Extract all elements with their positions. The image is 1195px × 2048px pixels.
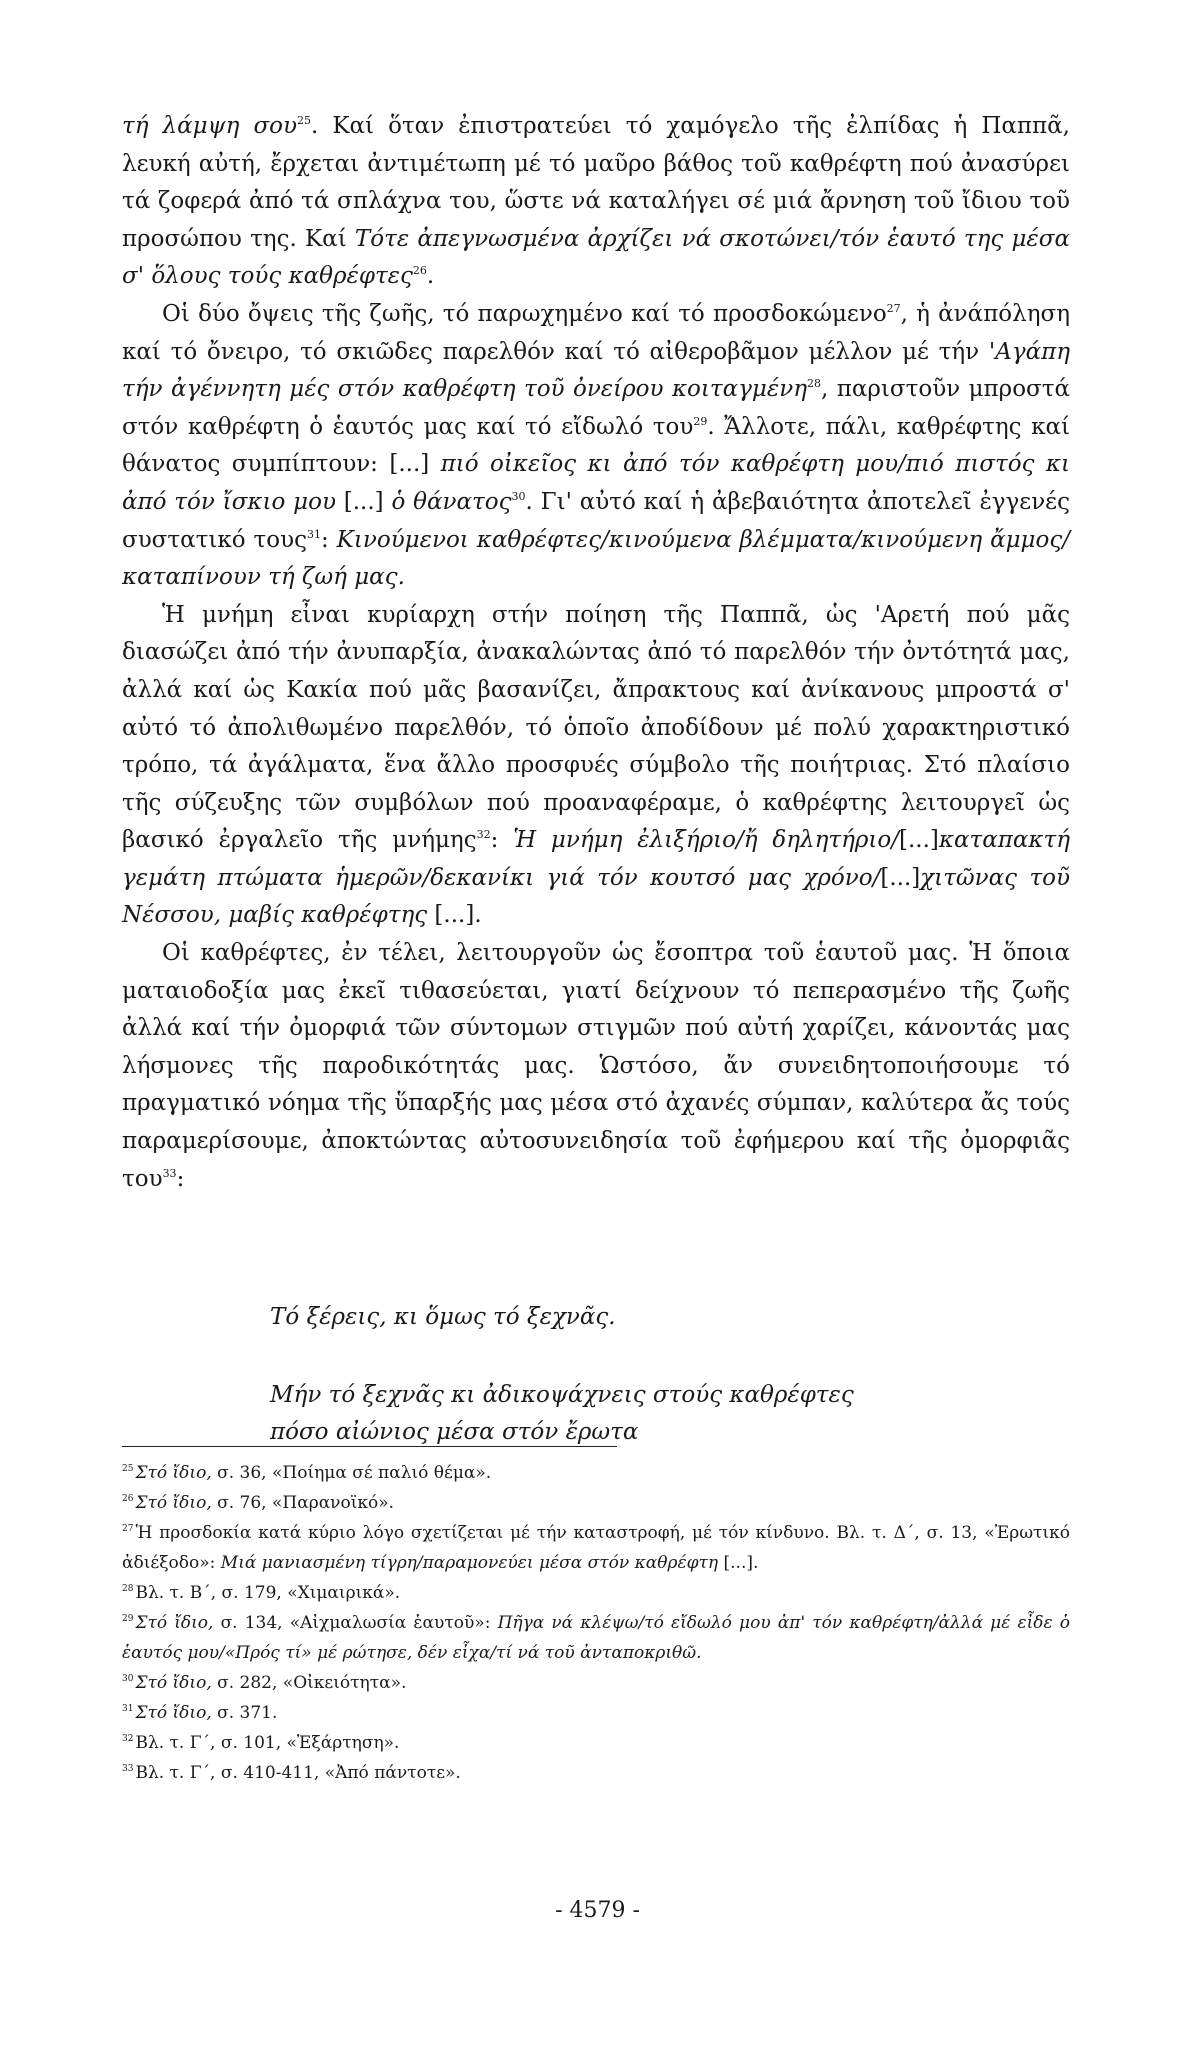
text-run: . Γι' αὐτό καί ἡ ἀβεβαιότητα ἀποτελεῖ ἐγγενές συστατικό τους — [122, 488, 1070, 553]
text-run: Ἡ προσδοκία κατά κύριο λόγο σχετίζεται μέ τήν καταστροφή, μέ τόν κίνδυνο. Βλ. τ. Δ΄, σ. 13, «Ἐρωτικό ἀδιέξοδο»: — [122, 1523, 1070, 1573]
text-run: [...]. — [718, 1553, 759, 1573]
footnote-27 — [122, 1518, 1070, 1578]
paragraph-2 — [122, 296, 1070, 597]
text-run: [...] — [880, 864, 921, 891]
italic-quote: Μιά μανιασμένη τίγρη/παραμονεύει μέσα στόν καθρέφτη — [220, 1553, 719, 1573]
footnote-number: 32 — [122, 1734, 134, 1744]
footnote-28 — [122, 1578, 1070, 1608]
footnote-number: 26 — [122, 1494, 134, 1504]
text-run: σ. 371. — [211, 1703, 278, 1723]
italic-quote: Ἡ μνήμη ἐλιξήριο/ἤ δηλητήριο/ — [513, 827, 900, 854]
text-run: Βλ. τ. Β΄, σ. 179, «Χιμαιρικά». — [135, 1583, 401, 1603]
paragraph-3 — [122, 597, 1070, 935]
italic-quote: Στό ἴδιο, — [135, 1463, 212, 1483]
body-text — [122, 108, 1070, 1198]
footnote-reference: 25 — [296, 114, 311, 127]
footnote-number: 27 — [122, 1524, 134, 1534]
footnote-32 — [122, 1728, 1070, 1758]
footnote-number: 28 — [122, 1584, 134, 1594]
text-run: , παριστοῦν μπροστά στόν καθρέφτη ὁ ἑαυτός μας καί τό εἴδωλό του — [122, 376, 1070, 440]
italic-quote: χιτῶνας τοῦ Νέσσου, μαβίς καθρέφτης — [122, 864, 1070, 929]
footnote-reference: 26 — [412, 264, 427, 278]
footnote-25 — [122, 1458, 1070, 1488]
text-run: σ. 36, «Ποίημα σέ παλιό θέμα». — [211, 1463, 492, 1483]
italic-quote: 'Αγάπη τήν ἀγέννητη μές στόν καθρέφτη τοῦ ὀνείρου κοιταγμένη — [122, 338, 1070, 403]
text-run: : — [490, 827, 514, 854]
footnote-number: 33 — [122, 1764, 134, 1774]
italic-quote: Στό ἴδιο, — [135, 1493, 212, 1513]
text-run: σ. 76, «Παρανοϊκό». — [211, 1493, 395, 1513]
footnote-number: 30 — [122, 1674, 134, 1684]
text-run: Οἱ δύο ὄψεις τῆς ζωῆς, τό παρωχημένο καί τό προσδοκώμενο — [162, 300, 887, 327]
poem-line-1: Τό ξέρεις, κι ὅμως τό ξεχνᾶς. — [270, 1304, 616, 1330]
text-run: Βλ. τ. Γ΄, σ. 410-411, «Ἀπό πάντοτε». — [135, 1763, 461, 1783]
text-run: σ. 134, «Αἰχμαλωσία ἑαυτοῦ»: — [213, 1613, 498, 1633]
italic-quote: Κινούμενοι καθρέφτες/κινούμενα βλέμματα/κινούμενη ἄμμος/καταπίνουν τή ζωή μας. — [122, 526, 1070, 591]
footnote-29 — [122, 1608, 1070, 1668]
footnote-reference: 31 — [306, 527, 321, 541]
italic-quote: πιό οἰκεῖος κι ἀπό τόν καθρέφτη μου/πιό πιστός κι ἀπό τόν ἴσκιο μου — [122, 451, 1071, 515]
footnote-reference: 30 — [511, 489, 526, 503]
footnote-31 — [122, 1698, 1070, 1728]
text-run: [...] — [899, 827, 939, 854]
italic-quote: Στό ἴδιο, — [135, 1613, 214, 1633]
footnote-reference: 32 — [476, 828, 491, 842]
footnote-number: 25 — [122, 1464, 134, 1474]
italic-quote: Στό ἴδιο, — [135, 1673, 212, 1693]
paragraph-4 — [122, 935, 1070, 1198]
footnote-reference: 33 — [162, 1166, 177, 1180]
italic-quote: Πῆγα νά κλέψω/τό εἴδωλό μου ἀπ' τόν καθρέφτη/ἀλλά μέ εἶδε ὁ ἑαυτός μου/«Πρός τί» μέ ρώτησε, δέν εἶχα/τί νά τοῦ ἀνταποκριθῶ. — [122, 1613, 1070, 1663]
poem-stanza — [270, 1377, 854, 1451]
text-run: . Ἄλλοτε, πάλι, καθρέφτης καί θάνατος συμπίπτουν: [...] — [122, 413, 1070, 478]
text-run: Ἡ μνήμη εἶναι κυρίαρχη στήν ποίηση τῆς Παππᾶ, ὡς 'Αρετή πού μᾶς διασώζει ἀπό τήν ἀνυπαρξία, ἀνακαλώντας ἀπό τό παρελθόν τήν ὀντότητά μας, ἀλλά καί ὡς Κακία πού μᾶς βασανίζει, ἄπρακτους καί ἀνίκανους μπροστά σ' αὐτό τό ἀπολιθωμένο παρελθόν, τό ὁποῖο ἀποδίδουν μέ πολύ χαρακτηριστικό τρόπο, τά ἀγάλματα, ἕνα ἄλλο προσφυές σύμβολο τῆς ποιήτριας. Στό πλαίσιο τῆς σύζευξης τῶν συμβόλων πού προαναφέραμε, ὁ καθρέφτης λειτουργεῖ ὡς βασικό ἐργαλεῖο τῆς μνήμης — [122, 601, 1070, 854]
footnote-number: 29 — [122, 1614, 134, 1624]
text-run: . Καί ὅταν ἐπιστρατεύει τό χαμόγελο τῆς ἐλπίδας ἡ Παππᾶ, λευκή αὐτή, ἔρχεται ἀντιμέτωπη μέ τό μαῦρο βάθος τοῦ καθρέφτη πού ἀνασύρει τά ζοφερά ἀπό τά σπλάχνα του, ὥστε νά καταλήγει σέ μιά ἄρνηση τοῦ ἴδιου τοῦ προσώπου της. Καί — [122, 113, 1070, 252]
poem-line-2: Μήν τό ξεχνᾶς κι ἀδικοψάχνεις στούς καθρέφτες — [270, 1382, 854, 1408]
italic-quote: καταπακτή γεμάτη πτώματα ἡμερῶν/δεκανίκι γιά τόν κουτσό μας χρόνο/ — [122, 827, 1071, 891]
text-run: Οἱ καθρέφτες, ἐν τέλει, λειτουργοῦν ὡς ἔσοπτρα τοῦ ἑαυτοῦ μας. Ἡ ὅποια ματαιοδοξία μας ἐκεῖ τιθασεύεται, γιατί δείχνουν τό πεπερασμένο τῆς ζωῆς ἀλλά καί τήν ὀμορφιά τῶν σύντομων στιγμῶν πού αὐτή χαρίζει, κάνοντάς μας λήσμονες τῆς παροδικότητάς μας. Ὡστόσο, ἄν συνειδητοποιήσουμε τό πραγματικό νόημα τῆς ὕπαρξής μας μέσα στό ἀχανές σύμπαν, καλύτερα ἄς τούς παραμερίσουμε, ἀποκτώντας αὐτοσυνειδησία τοῦ ἐφήμερου καί τῆς ὀμορφιᾶς του — [122, 940, 1070, 1192]
footnote-33 — [122, 1758, 1070, 1788]
text-run: [...] — [335, 488, 392, 515]
page-number: - 4579 - — [555, 1898, 640, 1923]
italic-quote: τή λάμψη σου — [122, 113, 297, 139]
italic-quote: Τότε ἀπεγνωσμένα ἀρχίζει νά σκοτώνει/τόν ἑαυτό της μέσα σ' ὅλους τούς καθρέφτες — [122, 225, 1070, 290]
text-run: : — [320, 526, 337, 553]
footnote-number: 31 — [122, 1704, 134, 1714]
footnote-separator — [122, 1446, 617, 1447]
poem-line-3: πόσο αἰώνιος μέσα στόν ἔρωτα — [270, 1419, 639, 1445]
text-run: [...]. — [427, 902, 482, 929]
footnote-reference: 28 — [806, 377, 821, 391]
footnote-26 — [122, 1488, 1070, 1518]
text-run: Βλ. τ. Γ΄, σ. 101, «Ἐξάρτηση». — [135, 1733, 400, 1753]
italic-quote: ὁ θάνατος — [391, 488, 512, 515]
text-run: σ. 282, «Οἰκειότητα». — [211, 1673, 407, 1693]
text-run: , ἡ ἀνάπόληση καί τό ὄνειρο, τό σκιῶδες παρελθόν καί τό αἰθεροβᾶμον μέλλον μέ τήν — [122, 300, 1070, 365]
text-run: . — [426, 263, 435, 290]
paragraph-1 — [122, 108, 1070, 296]
italic-quote: Στό ἴδιο, — [135, 1703, 212, 1723]
footnote-30 — [122, 1668, 1070, 1698]
footnotes — [122, 1458, 1070, 1788]
text-run: : — [176, 1165, 185, 1192]
footnote-reference: 27 — [886, 301, 901, 315]
footnote-reference: 29 — [693, 414, 708, 428]
